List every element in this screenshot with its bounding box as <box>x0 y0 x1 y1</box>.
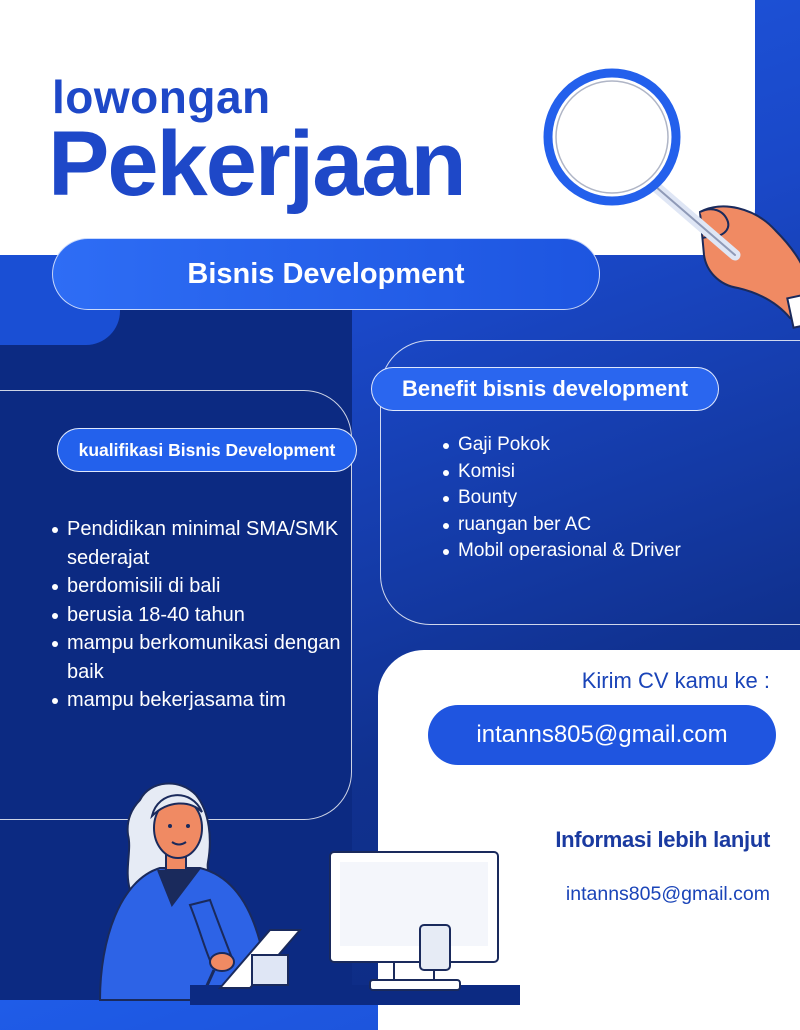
title-small: lowongan <box>52 71 271 123</box>
list-item: berdomisili di bali <box>50 572 350 601</box>
list-item: Mobil operasional & Driver <box>442 538 762 565</box>
list-item: berusia 18-40 tahun <box>50 601 350 630</box>
list-item: Gaji Pokok <box>442 432 762 459</box>
list-item: Pendidikan minimal SMA/SMK sederajat <box>50 515 350 572</box>
role-label: Bisnis Development <box>187 257 465 290</box>
page-title: Pekerjaan <box>48 113 465 215</box>
info-heading: Informasi lebih lanjut <box>555 827 770 852</box>
info-email-link[interactable]: intanns805@gmail.com <box>565 883 770 905</box>
qualification-heading-label: kualifikasi Bisnis Development <box>78 439 336 460</box>
list-item: mampu berkomunikasi dengan baik <box>50 629 350 686</box>
send-cv-label: Kirim CV kamu ke : <box>581 668 770 693</box>
list-item: Komisi <box>442 459 762 486</box>
list-item: mampu bekerjasama tim <box>50 686 350 715</box>
list-item: Bounty <box>442 485 762 512</box>
computer-monitor-illustration <box>252 852 498 990</box>
list-item: ruangan ber AC <box>442 512 762 539</box>
benefit-heading-label: Benefit bisnis development <box>401 376 689 401</box>
email-address: intanns805@gmail.com <box>476 721 728 748</box>
